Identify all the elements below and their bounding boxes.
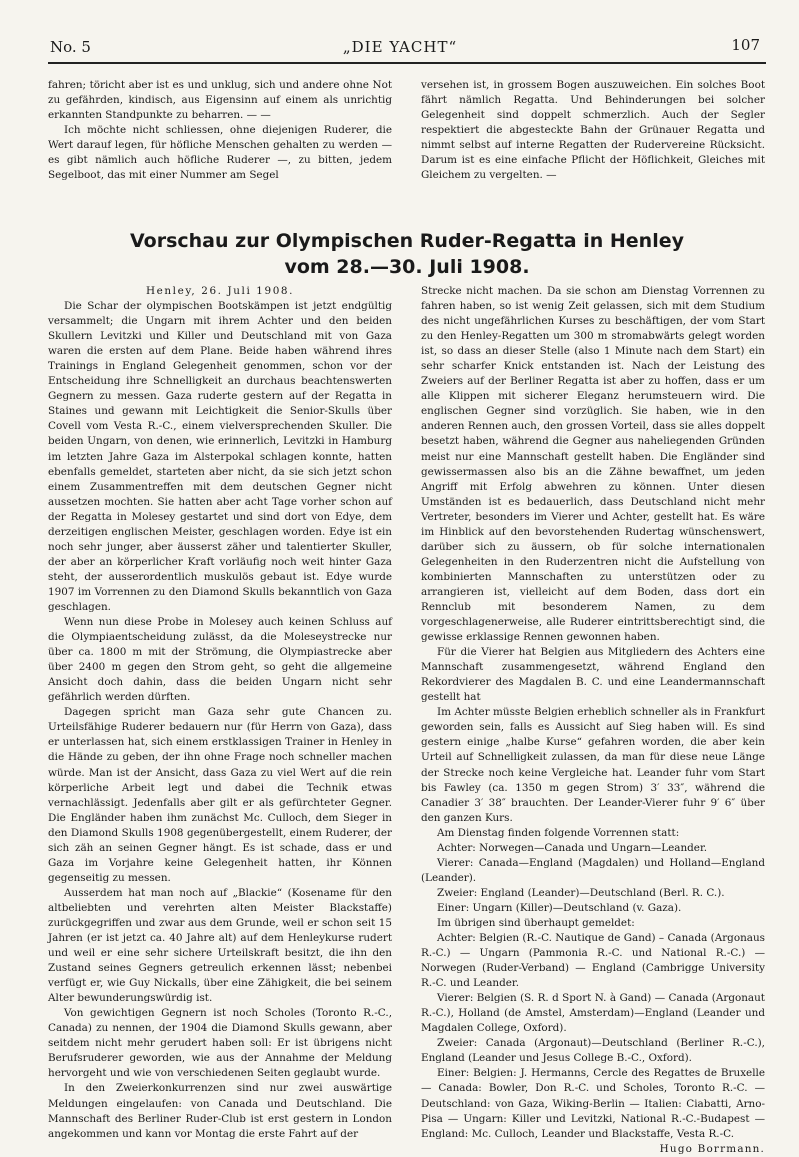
paragraph: Von gewichtigen Gegnern ist noch Scholes (Toronto R.-C., Canada) zu nennen, der 1904 die Diamond Skulls gewann, aber seitdem nicht mehr gerudert haben soll: Er ist übrigens nicht Berufsruderer geworden, wie aus der Annahme der Meldung hervorgeht und wie von verschiedenen Seiten geglaubt wurde.: [48, 1007, 392, 1080]
header-rule: [48, 62, 766, 64]
author-signature: Hugo Borrmann.: [659, 1142, 765, 1155]
article-left-column: [48, 284, 392, 1142]
paragraph: versehen ist, in grossem Bogen auszuweichen. Ein solches Boot fährt nämlich Regatta. Und Behinderungen bei solcher Gelegenheit sind doppelt schmerzlich. Auch der Segler respektiert die abgesteckte Bahn der Grünauer Regatta und nimmt selbst auf interne Regatten der Rudervereine Rücksicht. Darum ist es eine einfache Pflicht der Höflichkeit, Gleiches mit Gleichem zu vergelten. —: [421, 79, 765, 182]
title-line-2: vom 28.—30. Juli 1908.: [284, 256, 530, 278]
heat-list-item: Vierer: Canada—England (Magdalen) und Holland—England (Leander).: [421, 856, 765, 884]
entry-list-item: Zweier: Canada (Argonaut)—Deutschland (Berliner R.-C.), England (Leander und Jesus College B.-C., Oxford).: [421, 1037, 765, 1065]
heat-list-item: Zweier: England (Leander)—Deutschland (Berl. R. C.).: [437, 886, 725, 899]
paragraph: Im übrigen sind überhaupt gemeldet:: [437, 916, 635, 929]
paragraph: In den Zweierkonkurrenzen sind nur zwei auswärtige Meldungen eingelaufen: von Canada und Deutschland. Die Mannschaft des Berliner Ruder-Club ist erst gestern in London angekommen und kann vor Montag die erste Fahrt auf der: [48, 1082, 392, 1140]
paragraph: Strecke nicht machen. Da sie schon am Dienstag Vorrennen zu fahren haben, so ist wenig Zeit gelassen, sich mit dem Studium des nicht ungefährlichen Kurses zu beschäftigen, der vom Start zu den Henley-Regatten um 300 m stromabwärts gelegt worden ist, so dass an dieser Stelle (also 1 Minute nach dem Start) ein sehr scharfer Knick entstanden ist. Nach der Leistung des Zweiers auf der Berliner Regatta ist aber zu hoffen, dass er um alle Klippen mit sicherer Eleganz herumsteuern wird. Die englischen Gegner sind vorzüglich. Sie haben, wie in den anderen Rennen auch, den grossen Vorteil, dass sie alles doppelt besetzt haben, während die Gegner aus naheliegenden Gründen meist nur eine Mannschaft gestellt haben. Die Engländer sind gewissermassen also bis an die Zähne bewaffnet, um jeden Angriff mit Erfolg abwehren zu können. Unter diesen Umständen ist es bedauerlich, dass Deutschland nicht mehr Vertreter, besonders im Vierer und Achter, gestellt hat. Es wäre im Hinblick auf den bevorstehenden Rudertag wünschenswert, darüber sich zu äussern, ob für solche internationalen Gelegenheiten in den Ruderzentren nicht die Aufstellung von kombinierten Mannschaften zu unterstützen oder zu arrangieren ist, vielleicht auf dem Boden, dass dort ein Rennclub mit besonderem Namen, zu dem vorgeschlagenerweise, alle Ruderer eintrittsberechtigt sind, die gewisse erklassige Rennen gewonnen haben.: [421, 285, 765, 644]
issue-number: No. 5: [50, 38, 91, 56]
paragraph: Dagegen spricht man Gaza sehr gute Chancen zu. Urteilsfähige Ruderer bedauern nur (für Herrn von Gaza), dass er unterlassen hat, sich einem erstklassigen Trainer in Henley in die Hände zu geben, der ihn ohne Frage noch schneller machen würde. Man ist der Ansicht, dass Gaza zu viel Wert auf die rein körperliche Arbeit legt und dabei die Technik etwas vernachlässigt. Jedenfalls aber gilt er als gefürchteter Gegner. Die Engländer haben ihm zunächst Mc. Culloch, dem Sieger in den Diamond Skulls 1908 gegenübergestellt, einem Ruderer, der sich zäh an seinen Gegner hängt. Es ist schade, dass er und Gaza im Vorjahre keine Gelegenheit hatten, ihr Können gegenseitig zu messen.: [48, 706, 392, 884]
entry-list-item: Achter: Belgien (R.-C. Nautique de Gand) – Canada (Argonaus R.-C.) — Ungarn (Pammonia R.-C. und National R.-C.) — Norwegen (Ruder-Verband) — England (Cambrigge University R.-C. und Leander.: [421, 932, 765, 990]
paragraph: Am Dienstag finden folgende Vorrennen statt:: [437, 826, 680, 839]
article-right-column: [421, 284, 765, 1157]
paragraph: Für die Vierer hat Belgien aus Mitgliedern des Achters eine Mannschaft zusammengesetzt, während England den Rekordvierer des Magdalen B. C. und eine Leandermannschaft gestellt hat: [421, 646, 765, 704]
heat-list-item: Einer: Ungarn (Killer)—Deutschland (v. Gaza).: [437, 901, 682, 914]
previous-article-right-column: [421, 78, 765, 183]
article-title: [48, 228, 766, 280]
previous-article-left-column: [48, 78, 392, 183]
entry-list-item: Einer: Belgien: J. Hermanns, Cercle des Regattes de Bruxelle — Canada: Bowler, Don R.-C. und Scholes, Toronto R.-C. — Deutschland: von Gaza, Wiking-Berlin — Italien: Ciabatti, Arno-Pisa — Ungarn: Killer und Levitzki, National R.-C.-Budapest — England: Mc. Culloch, Leander und Blackstaffe, Vesta R.-C.: [421, 1067, 765, 1140]
paragraph: Wenn nun diese Probe in Molesey auch keinen Schluss auf die Olympiaentscheidung zulässt, da die Moleseystrecke nur über ca. 1800 m mit der Strömung, die Olympiastrecke aber über 2400 m gegen den Strom geht, so geht die allgemeine Ansicht doch dahin, dass die beiden Ungarn nicht sehr gefährlich werden dürften.: [48, 616, 392, 704]
page-header: [30, 36, 770, 58]
page-number: 107: [731, 36, 760, 54]
paragraph: Im Achter müsste Belgien erheblich schneller als in Frankfurt geworden sein, falls es Aussicht auf Sieg haben will. Es sind gestern einige „halbe Kurse“ gefahren worden, die aber kein Urteil auf Schnelligkeit zulassen, da man für diese neue Länge der Strecke noch keine Vergleiche hat. Leander fuhr vom Start bis Fawley (ca. 1350 m gegen Strom) 3′ 33″, während die Canadier 3′ 38″ brauchten. Der Leander-Vierer fuhr 9′ 6″ über den ganzen Kurs.: [421, 706, 765, 824]
paragraph: fahren; töricht aber ist es und unklug, sich und andere ohne Not zu gefährden, kindisch, aus Eigensinn auf einem als unrichtig erkannten Standpunkte zu beharren. — —: [48, 79, 392, 122]
title-line-1: Vorschau zur Olympischen Ruder-Regatta in Henley: [130, 230, 684, 252]
entry-list-item: Vierer: Belgien (S. R. d Sport N. à Gand) — Canada (Argonaut R.-C.), Holland (de Amstel, Amsterdam)—England (Leander und Magdalen College, Oxford).: [421, 992, 765, 1035]
dateline: Henley, 26. Juli 1908.: [145, 285, 295, 297]
heat-list-item: Achter: Norwegen—Canada und Ungarn—Leander.: [437, 841, 708, 854]
journal-title: „DIE YACHT“: [342, 38, 458, 56]
paragraph: Die Schar der olympischen Bootskämpen ist jetzt endgültig versammelt; die Ungarn mit ihrem Achter und den beiden Skullern Levitzki und Killer und Deutschland mit von Gaza waren die ersten auf dem Plane. Beide haben während ihres Trainings in England Gelegenheit genommen, schon vor der Entscheidung ihre Schnelligkeit an durchaus beachtenswerten Gegnern zu messen. Gaza ruderte gestern auf der Regatta in Staines und gewann mit Leichtigkeit die Senior-Skulls über Covell vom Vesta R.-C., einem vielversprechenden Skuller. Die beiden Ungarn, von denen, wie erinnerlich, Levitzki in Hamburg im letzten Jahre Gaza im Alsterpokal schlagen konnte, hatten ebenfalls gemeldet, starteten aber nicht, da sie sich jetzt schon einem Zusammentreffen mit dem deutschen Gegner nicht aussetzen mochten. Sie hatten aber acht Tage vorher schon auf der Regatta in Molesey gestartet und sind dort von Edye, dem derzeitigen englischen Meister, geschlagen worden. Edye ist ein noch sehr junger, aber äusserst zäher und talentierter Skuller, der aber an körperlicher Kraft vorläufig noch weit hinter Gaza steht, der ausserordentlich muskulös gebaut ist. Edye wurde 1907 im Vorrennen zu den Diamond Skulls bekanntlich von Gaza geschlagen.: [48, 300, 392, 613]
paragraph: Ich möchte nicht schliessen, ohne diejenigen Ruderer, die Wert darauf legen, für höfliche Menschen gehalten zu werden — es gibt nämlich auch höfliche Ruderer —, zu bitten, jedem Segelboot, das mit einer Nummer am Segel: [48, 124, 392, 182]
paragraph: Ausserdem hat man noch auf „Blackie“ (Kosename für den altbeliebten und verehrten alten Meister Blackstaffe) zurückgegriffen und zwar aus dem Grunde, weil er schon seit 15 Jahren (er ist jetzt ca. 40 Jahre alt) auf dem Henleykurse rudert und weil er eine sehr sichere Urteilskraft besitzt, die ihn den Zustand seines Gegners getreulich erkennen lässt; nebenbei verfügt er, wie Guy Nickalls, über eine Zähigkeit, die bei seinem Alter bewunderungswürdig ist.: [48, 886, 392, 1005]
